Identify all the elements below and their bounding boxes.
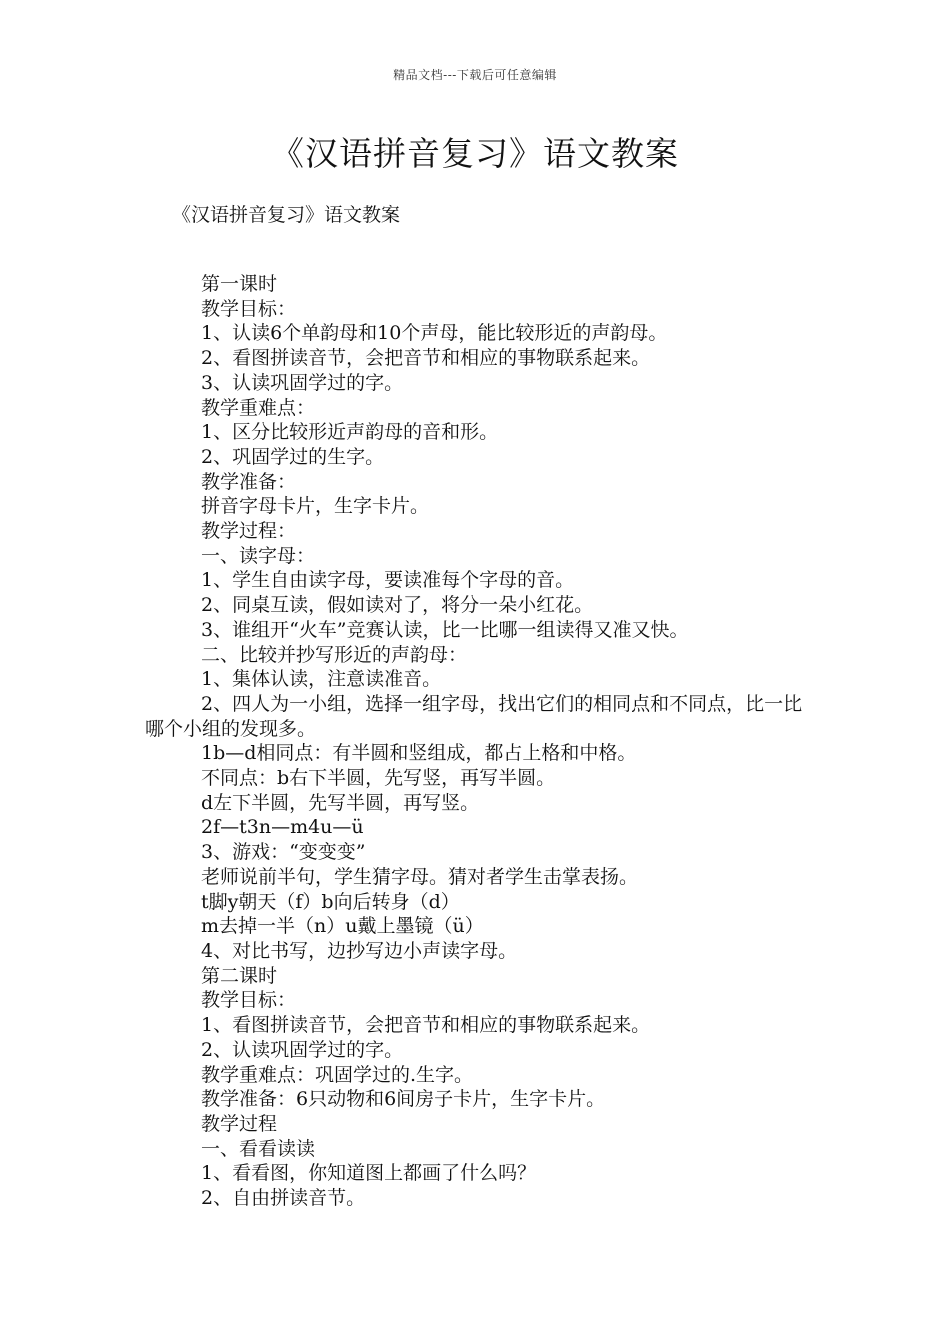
text-line: 1、认读6个单韵母和10个声母，能比较形近的声韵母。 (201, 322, 668, 345)
text-line: 不同点：b右下半圆，先写竖，再写半圆。 (201, 767, 556, 790)
text-line: 教学过程 (201, 1112, 278, 1135)
text-line: 2、巩固学过的生字。 (201, 445, 385, 468)
text-line: 教学重难点：巩固学过的.生字。 (201, 1063, 474, 1086)
text-line: 第二课时 (201, 964, 278, 987)
document-subtitle: 《汉语拼音复习》语文教案 (172, 204, 401, 226)
text-line: 第一课时 (201, 273, 278, 295)
text-line: 拼音字母卡片，生字卡片。 (201, 495, 430, 518)
text-line: 教学准备：6只动物和6间房子卡片，生字卡片。 (201, 1088, 606, 1111)
text-line: 一、读字母： (201, 544, 316, 567)
text-line: 1、看看图，你知道图上都画了什么吗？ (201, 1162, 537, 1185)
text-line: 2、认读巩固学过的字。 (201, 1038, 404, 1061)
document-title: 《汉语拼音复习》语文教案 (271, 134, 679, 173)
text-line: 1、看图拼读音节，会把音节和相应的事物联系起来。 (201, 1014, 651, 1037)
text-line: 2、同桌互读，假如读对了，将分一朵小红花。 (201, 594, 594, 617)
text-line: t脚y朝天（f）b向后转身（d） (201, 890, 460, 913)
text-line: 教学重难点： (201, 396, 316, 419)
text-line: 3、游戏：“变变变” (201, 841, 366, 864)
text-line: 教学准备： (201, 470, 297, 493)
text-line: 3、认读巩固学过的字。 (201, 371, 404, 394)
text-line: 1b—d相同点：有半圆和竖组成，都占上格和中格。 (201, 742, 637, 765)
text-line: 教学过程： (201, 520, 297, 543)
text-line: 3、谁组开“火车”竞赛认读，比一比哪一组读得又准又快。 (201, 618, 689, 641)
text-line: 教学目标： (201, 989, 297, 1012)
text-line: 2、看图拼读音节，会把音节和相应的事物联系起来。 (201, 347, 651, 370)
text-line: 2、自由拼读音节。 (201, 1187, 366, 1210)
page-header: 精品文档---下载后可任意编辑 (393, 68, 557, 82)
text-line: 4、对比书写，边抄写边小声读字母。 (201, 939, 518, 962)
text-line: d左下半圆，先写半圆，再写竖。 (201, 791, 480, 814)
text-line: 老师说前半句，学生猜字母。猜对者学生击掌表扬。 (201, 865, 639, 888)
text-line: 1、学生自由读字母，要读准每个字母的音。 (201, 569, 575, 592)
text-paragraph: 2、四人为一小组，选择一组字母，找出它们的相同点和不同点，比一比哪个小组的发现多。 (145, 692, 803, 740)
text-line: 二、比较并抄写形近的声韵母： (201, 643, 468, 666)
document-body (145, 272, 825, 1211)
text-line: 教学目标： (201, 297, 297, 320)
text-line: 1、集体认读，注意读准音。 (201, 668, 442, 691)
text-line: 2f—t3n—m4u—ü (201, 816, 364, 839)
text-line: 一、看看读读 (201, 1137, 316, 1160)
text-line: 1、区分比较形近声韵母的音和形。 (201, 421, 499, 444)
text-line: m去掉一半（n）u戴上墨镜（ü） (201, 915, 484, 938)
